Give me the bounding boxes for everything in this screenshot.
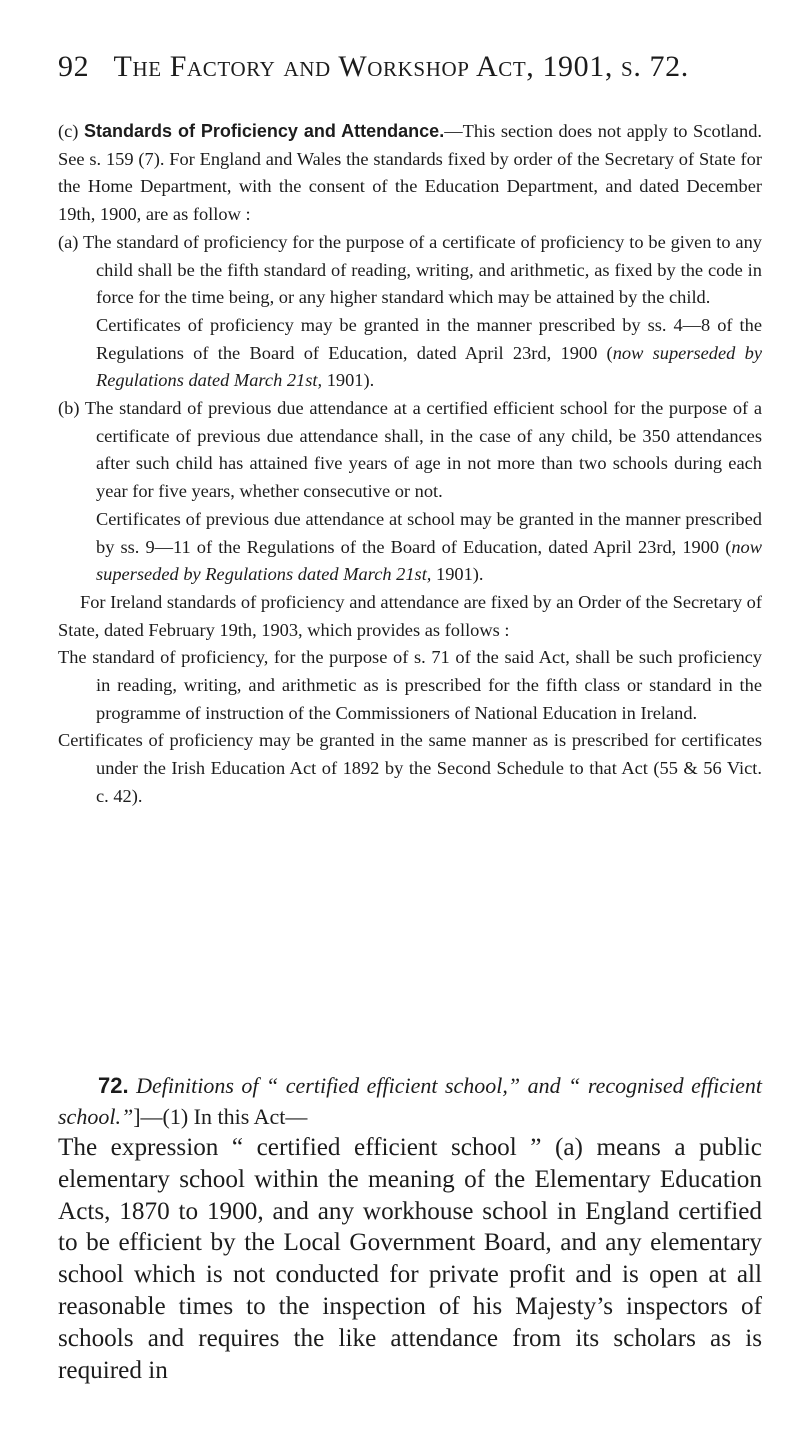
intro-label: (c) (58, 121, 79, 141)
section-title: Definitions of “ certified efficient school,” and “ recognised efficient school.” (58, 1073, 762, 1129)
item-b (58, 395, 762, 506)
item-a-label: (a) (58, 231, 79, 252)
header-title: The Factory and Workshop Act, 1901, s. 72. (113, 50, 689, 83)
item-a-certificates: Certificates of proficiency may be granted in the manner prescribed by ss. 4—8 of the Regulations of the Board of Education, dated April 23rd, 1900 (now superseded by Regulations dated March 21st, 1901). (96, 314, 762, 391)
running-header (58, 50, 758, 84)
ireland-certificates: Certificates of proficiency may be granted in the same manner as is prescribed for certificates under the Irish Education Act of 1892 by the Second Schedule to that Act (55 & 56 Vict. c. 42). (58, 730, 762, 806)
section-body: The expression “ certified efficient school ” (a) means a public elementary school within the meaning of the Elementary Education Acts, 1870 to 1900, and any workhouse school in England certified to be efficient by the Local Government Board, and any elementary school which is not conducted for private profit and is open at all reasonable times to the inspection of his Majesty’s inspectors of schools and requires the like attendance from its scholars as is required in (58, 1134, 762, 1384)
intro-paragraph (58, 118, 762, 229)
intro-heading: Standards of Proficiency and Attendance. (83, 121, 445, 141)
ireland-paragraph: For Ireland standards of proficiency and attendance are fixed by an Order of the Secretary of State, dated February 19th, 1903, which provides as follows : (58, 591, 762, 640)
item-b-label: (b) (58, 398, 80, 419)
section-subsection: ]—(1) In this Act— (133, 1104, 308, 1129)
item-a-text: The standard of proficiency for the purpose of a certificate of proficiency to be given to any child shall be the fifth standard of reading, writing, and arithmetic, as fixed by the code in force for the time being, or any higher standard which may be attained by the child. (82, 231, 762, 308)
intro-text: —This section does not apply to Scotland. See s. 159 (7). For England and Wales the standards fixed by order of the Secretary of State for the Home Department, with the consent of the Education Department, and dated December 19th, 1900, are as follow : (58, 121, 763, 225)
ireland-standard: The standard of proficiency, for the purpose of s. 71 of the said Act, shall be such proficiency in reading, writing, and arithmetic as is prescribed for the fifth class or standard in the programme of instruction of the Commissioners of National Education in Ireland. (58, 647, 762, 723)
commentary (58, 118, 762, 811)
item-b-text: The standard of previous due attendance at a certified efficient school for the purpose of a certificate of previous due attendance shall, in the case of any child, be 350 attendances after such child has attained five years of age in not more than two schools during each year for five years, whether consecutive or not. (84, 398, 762, 502)
section-72 (58, 1070, 762, 1386)
item-b-certificates: Certificates of previous due attendance at school may be granted in the manner prescribed by ss. 9—11 of the Regulations of the Board of Education, dated April 23rd, 1900 (now superseded by Regulations dated March 21st, 1901). (96, 508, 762, 585)
item-a (58, 229, 762, 312)
page-number: 92 (58, 50, 90, 83)
section-heading (58, 1070, 762, 1132)
section-number: 72. (98, 1073, 129, 1098)
